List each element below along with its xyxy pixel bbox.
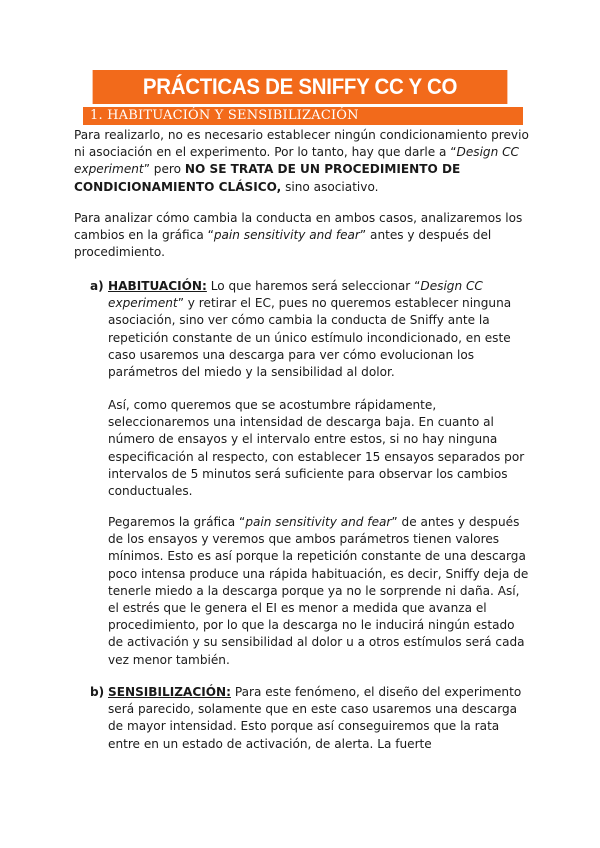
sensitization-paragraph-1: SENSIBILIZACIÓN: Para este fenómeno, el diseño del experimento será parecido, solamente que en este caso usaremos una descarga de mayor intensidad. Esto porque así conseguiremos que la rata entre en un estado de activación, de alerta. La fuerte — [108, 685, 522, 751]
list-marker-b: b) — [90, 685, 105, 699]
sensitization-heading: SENSIBILIZACIÓN: — [108, 685, 231, 699]
habituation-heading: HABITUACIÓN: — [108, 279, 207, 293]
section-heading: 1. HABITUACIÓN Y SENSIBILIZACIÓN — [83, 107, 523, 125]
page-title: PRÁCTICAS DE SNIFFY CC Y CO — [93, 70, 508, 104]
list-marker-a: a) — [90, 279, 104, 293]
habituation-paragraph-3: Pegaremos la gráfica “pain sensitivity and fear” de antes y después de los ensayos y veremos que ambos parámetros tienen valores mínimos. Esto es así porque la repetición constante de una descarga poco intensa produce una rápida habituación, es decir, Sniffy deja de tenerle miedo a la descarga porque ya no le sorprende ni daña. Así, el estrés que le genera el EI es menor a medida que avanza el procedimiento, por lo que la descarga no le inducirá ningún estado de activación y su sensibilidad al dolor u a otros estímulos será cada vez menor también. — [108, 515, 529, 667]
habituation-paragraph-1: HABITUACIÓN: Lo que haremos será seleccionar “Design CC experiment” y retirar el EC, pues no queremos establecer ninguna asociación, sino ver cómo cambia la conducta de Sniffy ante la repetición constante de un único estímulo incondicionado, en este caso usaremos una descarga para ver cómo evolucionan los parámetros del miedo y la sensibilidad al dolor. — [108, 279, 512, 380]
habituation-paragraph-2: Así, como queremos que se acostumbre rápidamente, seleccionaremos una intensidad de descarga baja. En cuanto al número de ensayos y el intervalo entre estos, si no hay ninguna especificación al respecto, con establecer 15 ensayos separados por intervalos de 5 minutos será suficiente para observar los cambios conductuales. — [108, 398, 525, 499]
intro-paragraph-2: Para analizar cómo cambia la conducta en ambos casos, analizaremos los cambios en la gráfica “pain sensitivity and fear” antes y después del procedimiento. — [74, 211, 523, 260]
intro-paragraph-1: Para realizarlo, no es necesario establecer ningún condicionamiento previo ni asociación en el experimento. Por lo tanto, hay que darle a “Design CC experiment” pero NO SE TRATA DE UN PROCEDIMIENTO DE CONDICIONAMIENTO CLÁSICO, sino asociativo. — [74, 128, 529, 194]
